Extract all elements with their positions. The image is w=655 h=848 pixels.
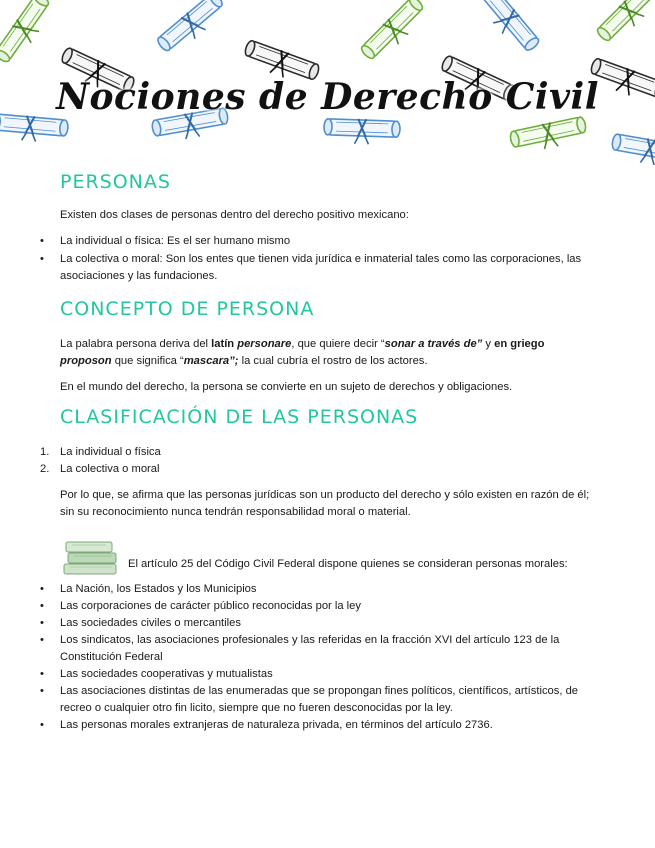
concepto-paragraph: La palabra persona deriva del latín personare, que quiere decir “sonar a través de” y en griego proposon que significa “mascara”; la cual cubría el rostro de los actores. [60,338,545,367]
bullet: • [40,668,44,680]
books-icon [62,538,122,576]
list-item-text: Los sindicatos, las asociaciones profesionales y las referidas en la fracción XVI del artículo 123 de la Constitución Federal [60,634,560,663]
list-item-text: Las sociedades cooperativas y mutualistas [60,668,273,680]
page-title: Nociones de Derecho Civil [56,76,599,118]
personas-intro: Existen dos clases de personas dentro del derecho positivo mexicano: [60,209,409,221]
list-item-text: Las corporaciones de carácter público reconocidas por la ley [60,600,361,612]
scroll-icon [155,0,229,59]
bullet: • [40,685,44,697]
list-item-text: La colectiva o moral: Son los entes que tienen vida jurídica e inmaterial tales como las corporaciones, las asociaciones y las fundaciones. [60,253,582,282]
list-item-text: Las asociaciones distintas de las enumeradas que se propongan fines políticos, científicos, artísticos, de recreo o cualquier otro fin licito, siempre que no fueren desconocidas por la ley. [60,685,579,714]
bullet: • [40,253,44,265]
bullet: • [40,235,44,247]
list-item-text: La individual o física: Es el ser humano mismo [60,235,291,247]
section-heading-clasificacion: CLASIFICACIÓN DE LAS PERSONAS [60,406,419,428]
list-item-text: La Nación, los Estados y los Municipios [60,583,257,595]
list-item-text: La colectiva o moral [60,463,160,475]
scroll-icon [610,133,655,165]
scroll-icon [0,0,57,68]
decorative-header [0,0,655,165]
scroll-icon [595,0,655,48]
clasificacion-paragraph: Por lo que, se afirma que las personas jurídicas son un producto del derecho y sólo existen en razón de él; sin su reconocimiento nunca tendrán responsabilidad moral o material. [60,489,590,518]
list-number: 1. [40,446,50,458]
bullet: • [40,634,44,646]
bullet: • [40,617,44,629]
bullet: • [40,719,44,731]
list-item-text: Las personas morales extranjeras de naturaleza privada, en términos del artículo 2736. [60,719,493,731]
scroll-icon [473,0,541,57]
bullet: • [40,583,44,595]
list-item-text: Las sociedades civiles o mercantiles [60,617,241,629]
scroll-icon [359,0,430,66]
bullet: • [40,600,44,612]
section-heading-concepto: CONCEPTO DE PERSONA [60,298,315,320]
section-heading-personas: PERSONAS [60,171,171,193]
list-item-text: La individual o física [60,446,161,458]
scroll-icon [509,115,589,155]
scroll-icon [323,118,400,146]
list-number: 2. [40,463,50,475]
article-25-text: El artículo 25 del Código Civil Federal dispone quienes se consideran personas morales: [128,558,568,570]
concepto-paragraph-2: En el mundo del derecho, la persona se convierte en un sujeto de derechos y obligaciones. [60,381,513,393]
